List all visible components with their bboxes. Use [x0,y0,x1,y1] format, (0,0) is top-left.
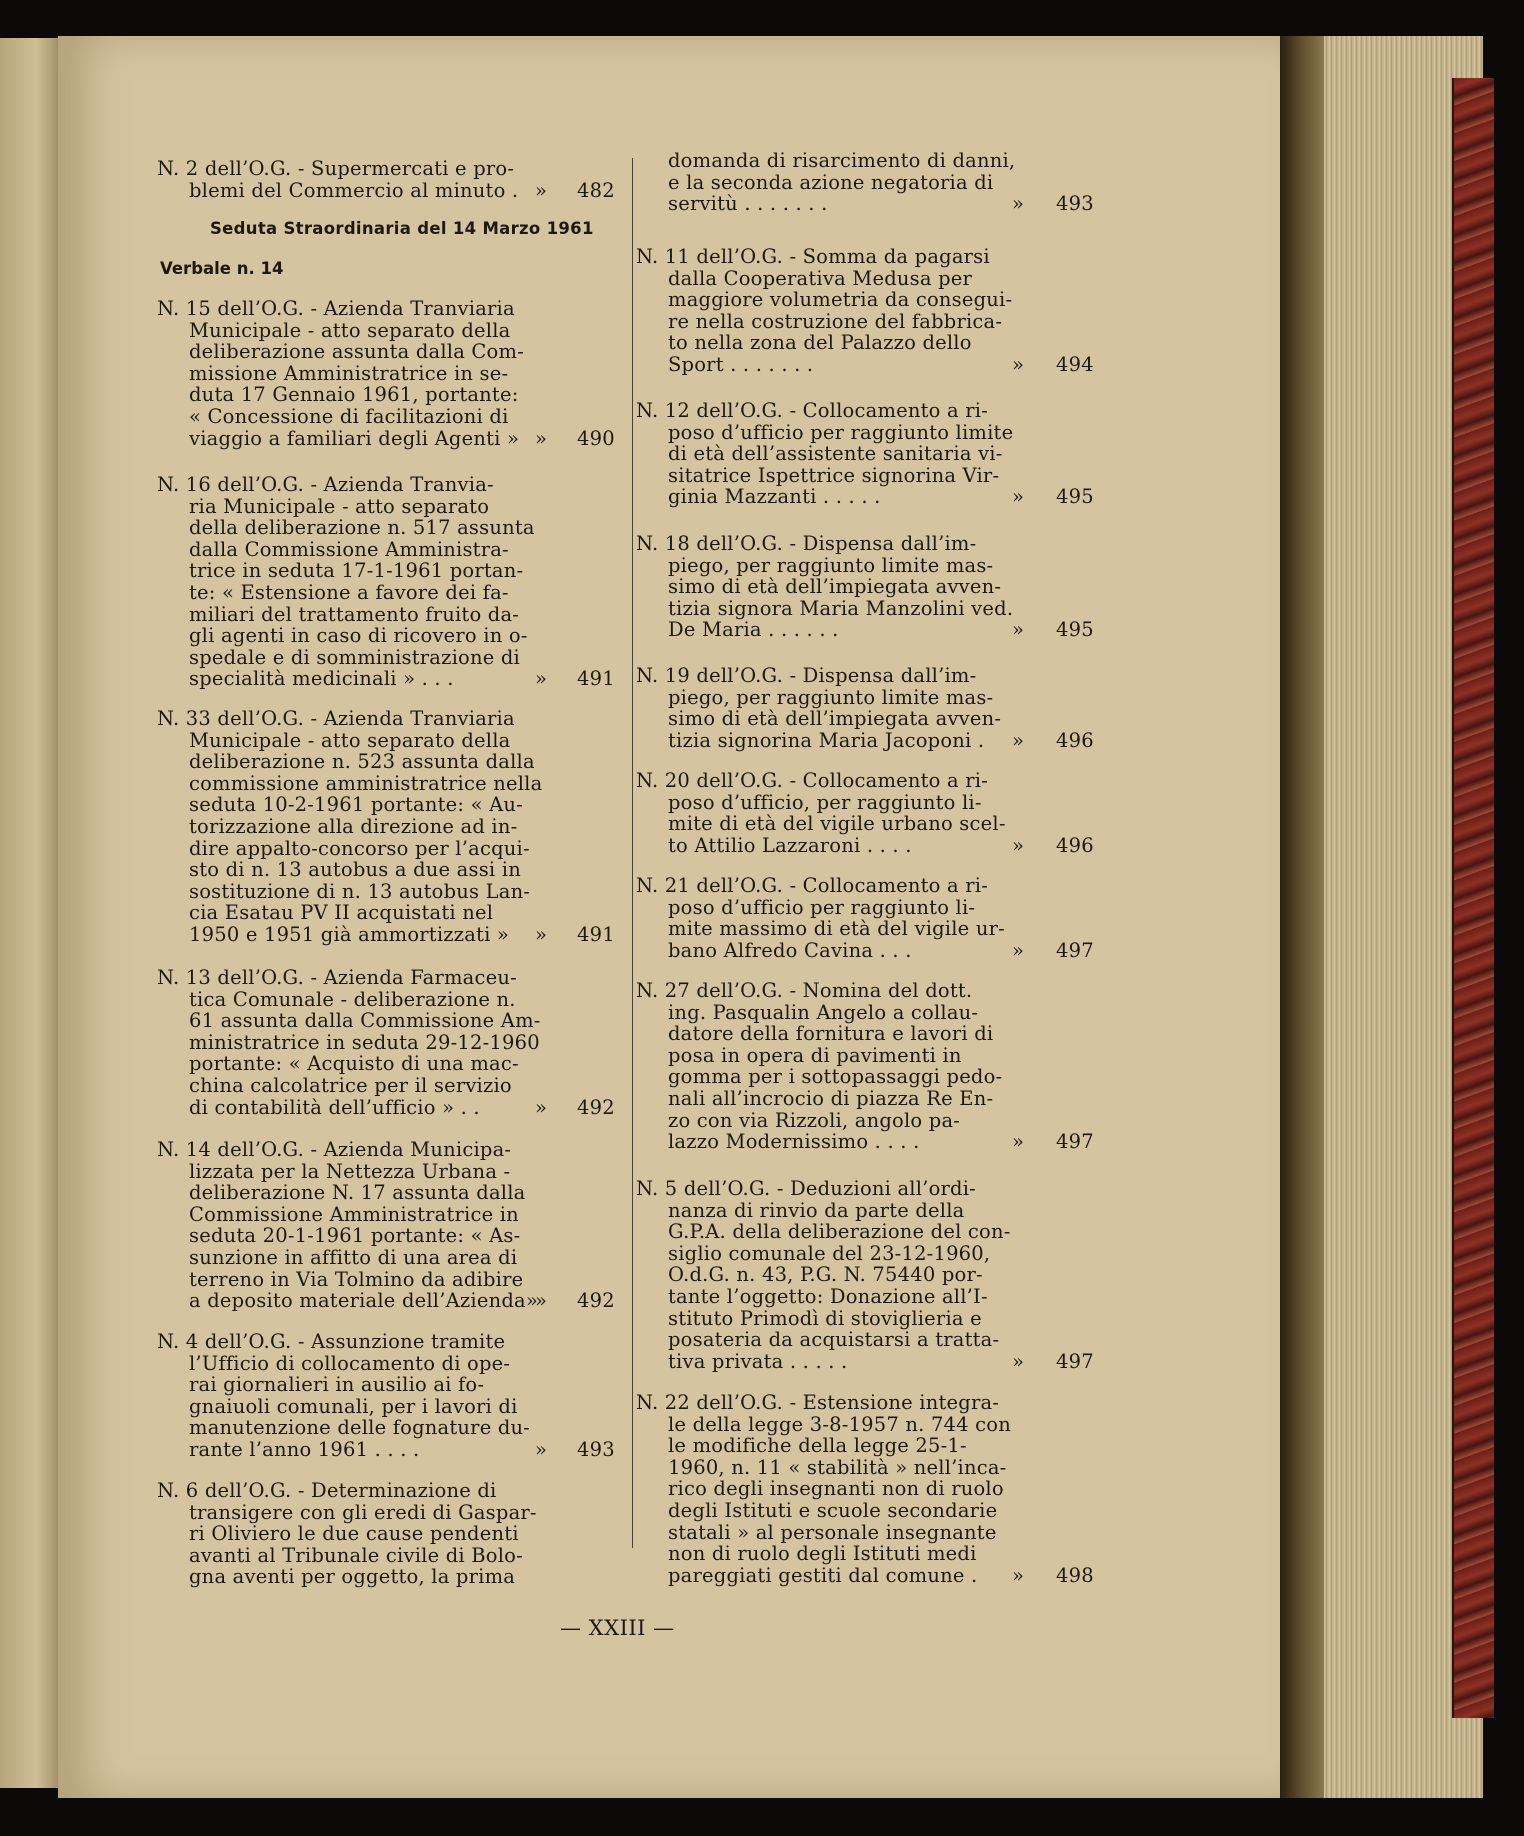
entry-line: N. 11 dell’O.G. - Somma da pagarsi [636,245,990,268]
entry-line: N. 18 dell’O.G. - Dispensa dall’im- [636,532,977,555]
entry-line: piego, per raggiunto limite mas- [668,553,994,577]
entry-line: lazzo Modernissimo . . . . [668,1130,920,1154]
page-number: 482 [577,178,615,202]
section-heading: Seduta Straordinaria del 14 Marzo 1961 [210,219,594,238]
entry-line: dire appalto-concorso per l’acqui- [189,836,530,860]
entry-line: N. 4 dell’O.G. - Assunzione tramite [157,1330,506,1353]
entry-line: simo di età dell’impiegata avven- [668,575,1002,599]
entry-line: dalla Cooperativa Medusa per [668,266,973,290]
ditto-mark: » [1012,1130,1025,1154]
page-number: 495 [1056,485,1094,509]
entry-line: De Maria . . . . . . [668,618,839,642]
entry-line: l’Ufficio di collocamento di ope- [189,1351,511,1375]
entry-line: terreno in Via Tolmino da adibire [189,1267,524,1291]
index-entry [157,1139,643,1312]
entry-line: a deposito materiale dell’Azienda» [189,1289,538,1313]
ditto-mark: » [1012,938,1025,962]
index-entry [157,1331,643,1461]
entry-line: rante l’anno 1961 . . . . [189,1437,420,1461]
page-number: 497 [1056,1130,1094,1154]
entry-line: datore della fornitura e lavori di [668,1022,994,1046]
ditto-mark: » [1012,485,1025,509]
index-entry [157,158,643,201]
entry-line: di età dell’assistente sanitaria vi- [668,442,1003,466]
entry-line: N. 33 dell’O.G. - Azienda Tranviaria [157,707,515,730]
entry-line: piego, per raggiunto limite mas- [668,685,994,709]
index-entry [636,980,1136,1153]
entry-line: poso d’ufficio, per raggiunto li- [668,790,982,814]
entry-line: non di ruolo degli Istituti medi [668,1542,977,1566]
entry-line: trice in seduta 17-1-1961 portan- [189,559,524,583]
entry-line: della deliberazione n. 517 assunta [189,516,535,540]
entry-line: N. 20 dell’O.G. - Collocamento a ri- [636,769,988,792]
page-number: 496 [1056,728,1094,752]
page-number: 494 [1056,353,1094,376]
entry-line: portante: « Acquisto di una mac- [189,1052,519,1076]
entry-line: nali all’incrocio di piazza Re En- [668,1086,994,1110]
entry-line: N. 6 dell’O.G. - Determinazione di [157,1479,497,1502]
entry-line: cia Esatau PV II acquistati nel [189,901,494,925]
index-entry [636,770,1136,856]
entry-line: tiva privata . . . . . [668,1349,848,1373]
index-entry [636,1178,1136,1372]
entry-line: simo di età dell’impiegata avven- [668,707,1002,731]
entry-line: gomma per i sottopassaggi pedo- [668,1065,1003,1089]
index-entry [157,708,643,946]
entry-line: 1960, n. 11 « stabilità » nell’inca- [668,1455,1007,1479]
index-entry [636,875,1136,961]
marbled-cover [1452,78,1494,1718]
page-number: 496 [1056,833,1094,857]
entry-line: siglio comunale del 23-12-1960, [668,1241,991,1265]
ditto-mark: » [535,923,548,946]
entry-line: nanza di rinvio da parte della [668,1198,965,1222]
entry-line: sto di n. 13 autobus a due assi in [189,858,521,882]
entry-line: viaggio a familiari degli Agenti » [189,426,520,450]
page-number: 498 [1056,1563,1094,1587]
entry-line: deliberazione n. 523 assunta dalla [189,750,535,774]
page-number: 492 [577,1289,615,1313]
entry-line: N. 12 dell’O.G. - Collocamento a ri- [636,399,988,422]
entry-line: sunzione in affitto di una area di [189,1245,518,1269]
entry-line: N. 21 dell’O.G. - Collocamento a ri- [636,874,988,897]
entry-line: O.d.G. n. 43, P.G. N. 75440 por- [668,1263,983,1287]
entry-line: poso d’ufficio per raggiunto limite [668,420,1014,444]
page-number: 491 [577,667,615,691]
entry-line: Commissione Amministratrice in [189,1202,519,1226]
entry-line: to Attilio Lazzaroni . . . . [668,833,912,857]
entry-line: le modifiche della legge 25-1- [668,1434,967,1458]
entry-line: e la seconda azione negatoria di [668,170,994,194]
ditto-mark: » [1012,192,1025,216]
entry-line: gnaiuoli comunali, per i lavori di [189,1394,518,1418]
entry-line: statali » al personale insegnante [668,1520,997,1544]
page-number: 497 [1056,938,1094,962]
entry-line: dalla Commissione Amministra- [189,537,509,561]
page-folio: — XXIII — [560,1616,675,1640]
entry-line: ria Municipale - atto separato [189,494,490,518]
left-page-edge [0,38,62,1788]
entry-line: « Concessione di facilitazioni di [189,404,509,428]
entry-line: deliberazione N. 17 assunta dalla [189,1181,526,1205]
entry-line: 1950 e 1951 già ammortizzati » [189,922,510,946]
entry-line: bano Alfredo Cavina . . . [668,938,912,962]
entry-line: N. 5 dell’O.G. - Deduzioni all’ordi- [636,1177,976,1200]
ditto-mark: » [1012,618,1025,642]
index-entry [636,1392,1136,1586]
entry-line: manutenzione delle fognature du- [189,1416,531,1440]
entry-line: transigere con gli eredi di Gaspar- [189,1500,537,1524]
entry-line: tizia signorina Maria Jacoponi . [668,728,985,752]
ditto-mark: » [535,178,548,202]
ditto-mark: » [1012,1563,1025,1587]
entry-line: N. 13 dell’O.G. - Azienda Farmaceu- [157,966,517,989]
entry-line: poso d’ufficio per raggiunto li- [668,895,976,919]
entry-line: N. 14 dell’O.G. - Azienda Municipa- [157,1138,512,1161]
entry-line: deliberazione assunta dalla Com- [189,340,524,364]
entry-line: 61 assunta dalla Commissione Am- [189,1009,541,1033]
index-entry [157,967,643,1118]
entry-line: Municipale - atto separato della [189,728,511,752]
entry-line: domanda di risarcimento di danni, [668,149,1016,172]
entry-line: torizzazione alla direzione ad in- [189,814,518,838]
ditto-mark: » [1012,728,1025,752]
entry-line: china calcolatrice per il servizio [189,1073,512,1097]
entry-line: G.P.A. della deliberazione del con- [668,1220,1011,1244]
entry-line: rai giornalieri in ausilio ai fo- [189,1373,485,1397]
entry-line: gna aventi per oggetto, la prima [189,1565,516,1589]
entry-line: specialità medicinali » . . . [189,667,454,691]
entry-line: sostituzione di n. 13 autobus Lan- [189,879,531,903]
entry-line: ri Oliviero le due cause pendenti [189,1522,519,1546]
entry-line: N. 27 dell’O.G. - Nomina del dott. [636,979,973,1002]
ditto-mark: » [535,667,548,691]
page-number: 491 [577,923,615,946]
verbale-heading: Verbale n. 14 [160,259,284,278]
entry-line: tizia signora Maria Manzolini ved. [668,596,1014,620]
entry-line: tica Comunale - deliberazione n. [189,987,516,1011]
ditto-mark: » [535,1438,548,1461]
index-entry [636,533,1136,641]
index-entry [636,665,1136,751]
entry-line: N. 22 dell’O.G. - Estensione integra- [636,1391,1000,1414]
entry-line: commissione amministratrice nella [189,771,543,795]
entry-line: ministratrice in seduta 29-12-1960 [189,1030,540,1054]
entry-line: pareggiati gestiti dal comune . [668,1563,978,1587]
entry-line: Municipale - atto separato della [189,318,511,342]
entry-line: degli Istituti e scuole secondarie [668,1498,998,1522]
index-entry [636,400,1136,508]
entry-line: tante l’oggetto: Donazione all’I- [668,1284,988,1308]
page-number: 493 [577,1438,615,1461]
index-entry [157,298,643,449]
index-entry [157,1480,643,1588]
entry-line: te: « Estensione a favore dei fa- [189,580,509,604]
index-entry [157,474,643,690]
page-number: 492 [577,1095,615,1119]
ditto-mark: » [535,426,548,450]
entry-line: N. 19 dell’O.G. - Dispensa dall’im- [636,664,977,687]
entry-line: miliari del trattamento fruito da- [189,602,520,626]
entry-line: servitù . . . . . . . [668,192,828,216]
ditto-mark: » [1012,1349,1025,1373]
entry-line: mite di età del vigile urbano scel- [668,812,1006,836]
entry-line: seduta 10-2-1961 portante: « Au- [189,793,523,817]
page-number: 493 [1056,192,1094,216]
ditto-mark: » [535,1289,548,1313]
entry-line: missione Amministratrice in se- [189,361,509,385]
fore-edge-shadow [1280,36,1324,1798]
page-number: 497 [1056,1349,1094,1373]
entry-line: N. 16 dell’O.G. - Azienda Tranvia- [157,473,494,496]
ditto-mark: » [535,1095,548,1119]
index-entry [636,246,1136,376]
entry-line: avanti al Tribunale civile di Bolo- [189,1543,523,1567]
entry-line: N. 15 dell’O.G. - Azienda Tranviaria [157,297,515,320]
entry-line: lizzata per la Nettezza Urbana - [189,1159,511,1183]
entry-line: ing. Pasqualin Angelo a collau- [668,1000,979,1024]
entry-line: di contabilità dell’ufficio » . . [189,1095,480,1119]
entry-line: posateria da acquistarsi a tratta- [668,1328,1000,1352]
entry-line: seduta 20-1-1961 portante: « As- [189,1224,521,1248]
ditto-mark: » [1012,353,1025,376]
entry-line: zo con via Rizzoli, angolo pa- [668,1108,961,1132]
entry-line: re nella costruzione del fabbrica- [668,309,1003,333]
entry-line: rico degli insegnanti non di ruolo [668,1477,1004,1501]
entry-line: mite massimo di età del vigile ur- [668,917,1005,941]
index-entry [636,150,1136,215]
entry-line: sitatrice Ispettrice signorina Vir- [668,463,1000,487]
entry-line: posa in opera di pavimenti in [668,1043,962,1067]
page-number: 490 [577,426,615,450]
ditto-mark: » [1012,833,1025,857]
entry-line: blemi del Commercio al minuto . [189,178,519,202]
entry-line: spedale e di somministrazione di [189,645,520,669]
entry-line: maggiore volumetria da consegui- [668,288,1013,312]
entry-line: stituto Primodì di stoviglieria e [668,1306,982,1330]
page-number: 495 [1056,618,1094,642]
entry-line: gli agenti in caso di ricovero in o- [189,624,528,648]
entry-line: duta 17 Gennaio 1961, portante: [189,383,519,407]
entry-line: Sport . . . . . . . [668,352,814,376]
entry-line: N. 2 dell’O.G. - Supermercati e pro- [157,157,515,180]
entry-line: to nella zona del Palazzo dello [668,331,972,355]
entry-line: le della legge 3-8-1957 n. 744 con [668,1412,1011,1436]
entry-line: ginia Mazzanti . . . . . [668,485,881,509]
